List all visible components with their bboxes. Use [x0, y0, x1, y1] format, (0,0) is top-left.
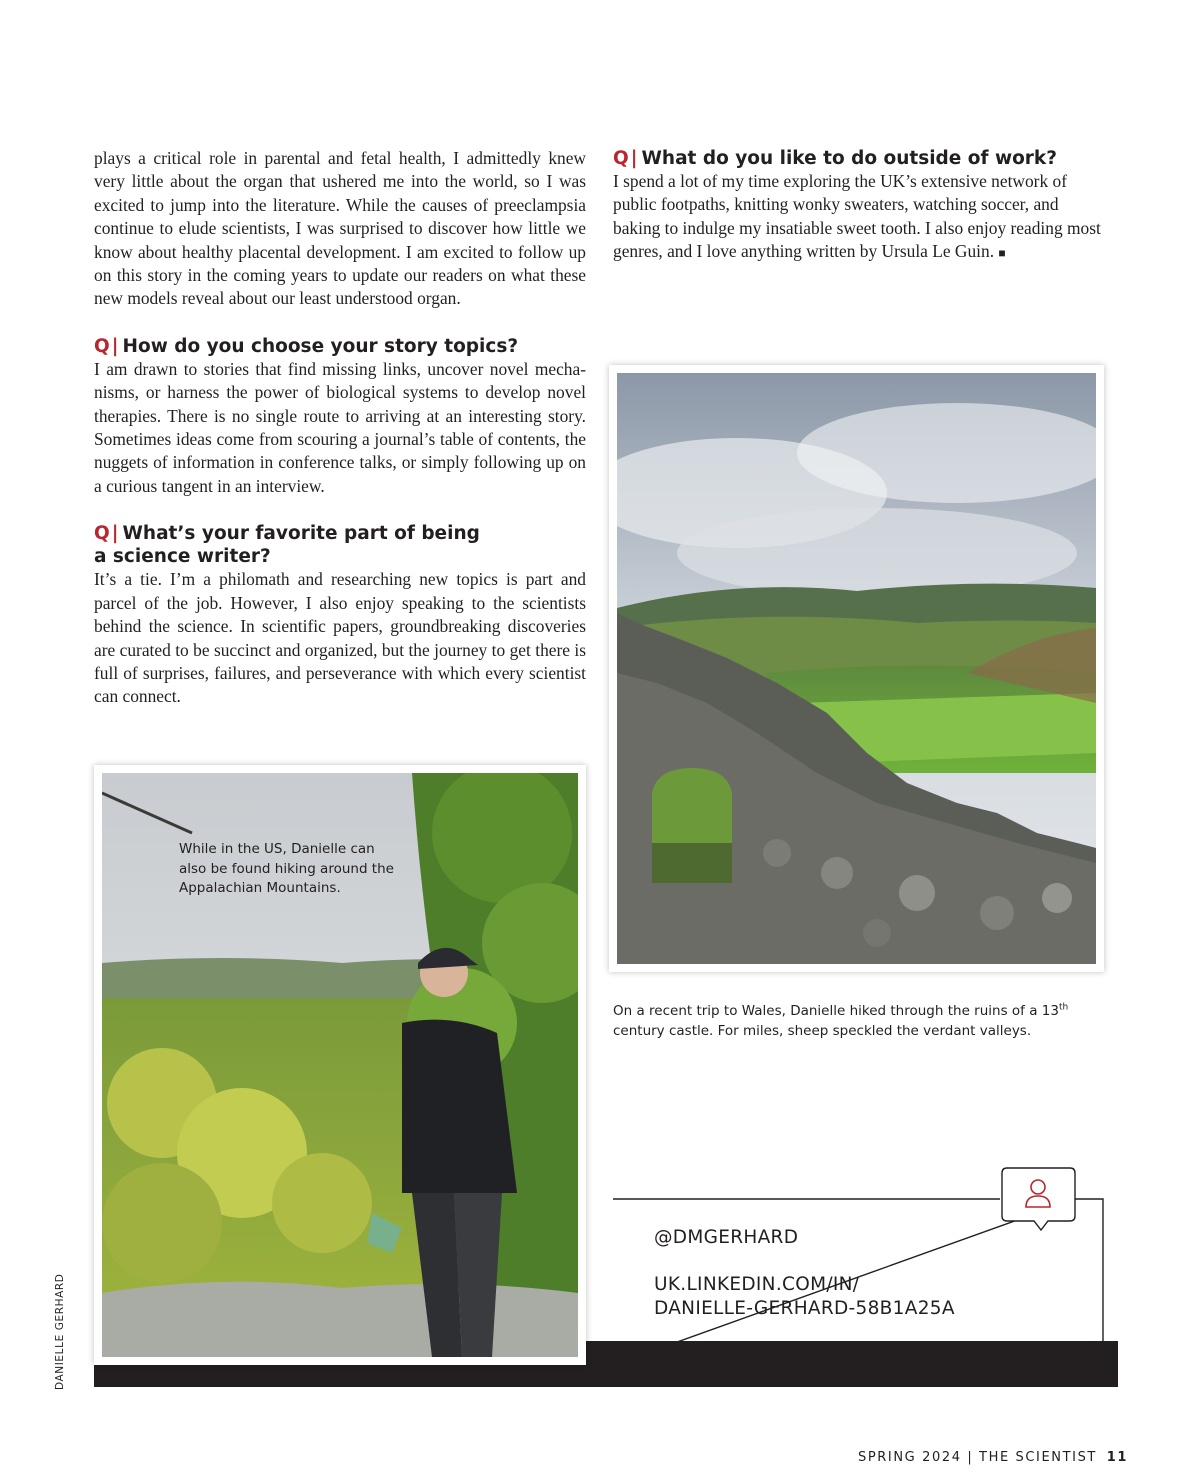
intro-paragraph: plays a critical role in parental and fetal health, I admittedly knew very little about the organ that ushered me into the world, so I was excited to jump into the literature. While the causes of preeclampsia continue to elude scientists, I was surprised to discover how little we know about healthy placental development. I am excited to follow up on this story in the coming years to update our readers on what these new models reveal about our least understood organ. — [94, 148, 586, 309]
q-separator: | — [111, 335, 119, 357]
wales-castle-image — [617, 373, 1096, 964]
question-text-line1: What’s your favorite part of being — [122, 523, 480, 545]
question-text: How do you choose your story topics? — [122, 335, 519, 357]
user-profile-icon — [1018, 1174, 1058, 1214]
answer-outside-work — [613, 170, 1105, 266]
linkedin-line-1: UK.LINKEDIN.COM/IN/ — [654, 1274, 860, 1295]
question-favorite-part — [94, 522, 586, 568]
question-outside-work — [613, 147, 1105, 170]
question-story-topics — [94, 335, 586, 358]
q-separator: | — [111, 523, 119, 545]
wales-caption-text-continued: century castle. For miles, sheep speckled the verdant valleys. — [613, 1022, 1032, 1039]
wales-photo-caption — [613, 1002, 1093, 1041]
page-footer — [858, 1450, 1128, 1465]
answer-text: I spend a lot of my time exploring the UK’s extensive network of public footpaths, knitting wonky sweaters, watching soccer, and baking to indulge my insatiable sweet tooth. I also enjoy reading most genres, and I love anything written by Ursula Le Guin. — [613, 171, 1101, 262]
photo-credit: DANIELLE GERHARD — [54, 1273, 66, 1390]
q-separator: | — [630, 148, 638, 169]
question-text-line2: a science writer? — [94, 546, 271, 568]
wales-caption-superscript: th — [1058, 1002, 1069, 1013]
q-marker: Q — [94, 523, 110, 545]
q-marker: Q — [613, 148, 629, 169]
wales-caption-text: On a recent trip to Wales, Danielle hiked through the ruins of a 13 — [613, 1003, 1059, 1019]
linkedin-line-2: DANIELLE-GERHARD-58B1A25A — [654, 1297, 955, 1319]
page-number: 11 — [1106, 1450, 1128, 1465]
answer-favorite-part: It’s a tie. I’m a philomath and researching new topics is part and parcel of the job. However, I also enjoy speaking to the scientists behind the science. In scientific papers, groundbreaking discoveries are curated to be succinct and organized, but the journey to get there is full of surprises, failures, and perseverance with which every scientist can connect. — [94, 569, 586, 707]
left-column — [94, 147, 586, 709]
right-column — [613, 147, 1105, 266]
social-handle[interactable]: @DMGERHARD — [654, 1227, 799, 1248]
footer-issue: SPRING 2024 — [858, 1450, 962, 1465]
linkedin-link[interactable] — [654, 1273, 955, 1320]
end-mark: ■ — [998, 246, 1006, 261]
footer-publication: THE SCIENTIST — [979, 1450, 1097, 1465]
q-marker: Q — [94, 335, 110, 357]
question-text: What do you like to do outside of work? — [641, 148, 1057, 169]
footer-separator: | — [967, 1450, 974, 1465]
appalachian-photo-caption: While in the US, Danielle can also be found hiking around the Appalachian Mountains. — [179, 841, 394, 896]
wales-castle-photo — [609, 365, 1104, 972]
answer-story-topics: I am drawn to stories that find missing links, uncover novel mechanisms, or harness the power of biological systems to develop novel therapies. There is no single route to arriving at an interesting story. Sometimes ideas come from scouring a journal’s table of contents, the nuggets of information in conference talks, or simply following up on a curious tangent in an interview. — [94, 358, 586, 496]
